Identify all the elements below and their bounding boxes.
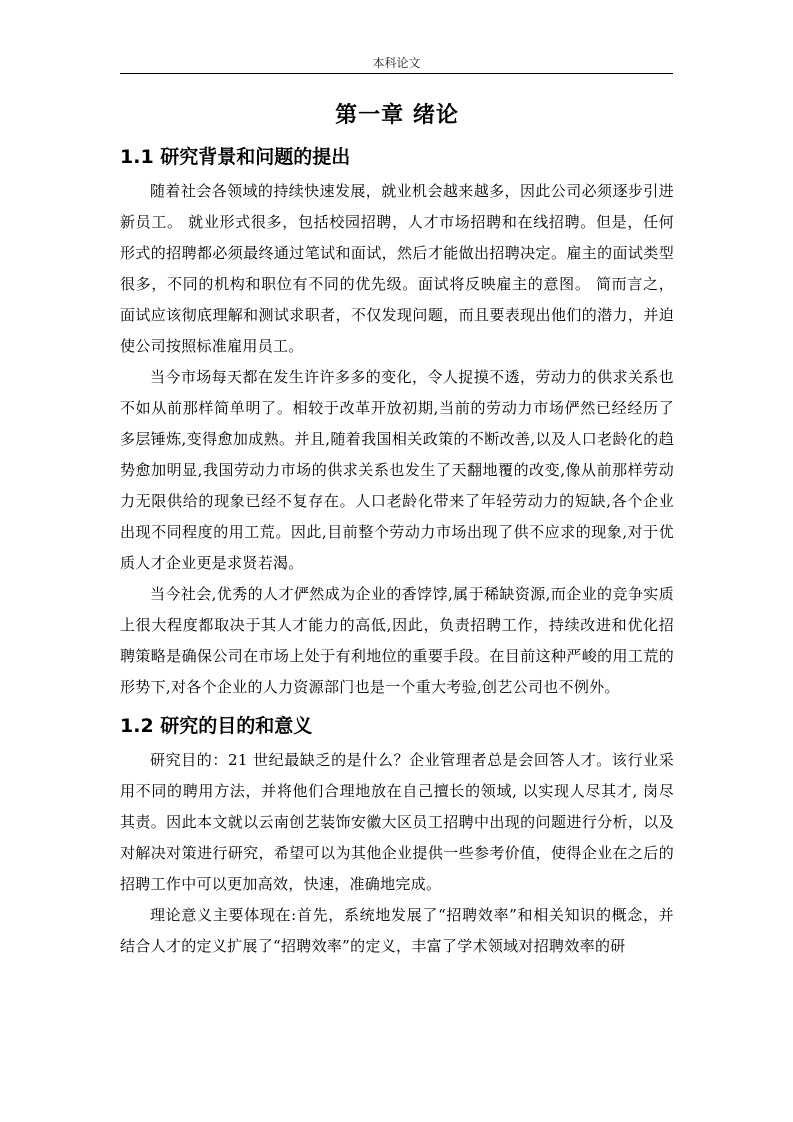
- paragraph: 理论意义主要体现在:首先，系统地发展了“招聘效率”和相关知识的概念，并结合人才的定义扩展了“招聘效率”的定义，丰富了学术领域对招聘效率的研: [120, 906, 674, 955]
- paragraph: 研究目的：21 世纪最缺乏的是什么？企业管理者总是会回答人才。该行业采用不同的聘用方法，并将他们合理地放在自己擅长的领域, 以实现人尽其才, 岗尽其责。因此本文就以云南创艺装饰安徽大区员工招聘中出现的问题进行分析，以及对解决对策进行研究，希望可以为其他企业提供一些参考价值，使得企业在之后的招聘工作中可以更加高效，快速，准确地完成。: [120, 751, 674, 893]
- paragraph: 当今社会,优秀的人才俨然成为企业的香饽饽,属于稀缺资源,而企业的竞争实质上很大程度都取决于其人才能力的高低,因此，负责招聘工作，持续改进和优化招聘策略是确保公司在市场上处于有利地位的重要手段。在目前这种严峻的用工荒的形势下,对各个企业的人力资源部门也是一个重大考验,创艺公司也不例外。: [120, 585, 674, 696]
- paragraph: 当今市场每天都在发生许许多多的变化，令人捉摸不透，劳动力的供求关系也不如从前那样简单明了。相较于改革开放初期,当前的劳动力市场俨然已经经历了多层锤炼,变得愈加成熟。并且,随着我国相关政策的不断改善,以及人口老龄化的趋势愈加明显,我国劳动力市场的供求关系也发生了天翻地覆的改变,像从前那样劳动力无限供给的现象已经不复存在。人口老龄化带来了年轻劳动力的短缺,各个企业出现不同程度的用工荒。因此,目前整个劳动力市场出现了供不应求的现象,对于优质人才企业更是求贤若渴。: [120, 368, 674, 572]
- page-body: [120, 98, 674, 962]
- running-header: 本科论文: [372, 56, 421, 70]
- header-rule: [120, 73, 673, 74]
- section-title-1-1: 1.1 研究背景和问题的提出: [120, 146, 351, 168]
- paragraph: 随着社会各领域的持续快速发展，就业机会越来越多，因此公司必须逐步引进新员工。 就业形式很多，包括校园招聘，人才市场招聘和在线招聘。但是，任何形式的招聘都必须最终通过笔试和面试，然后才能做出招聘决定。雇主的面试类型很多，不同的机构和职位有不同的优先级。面试将反映雇主的意图。 简而言之，面试应该彻底理解和测试求职者，不仅发现问题，而且要表现出他们的潜力，并迫使公司按照标准雇用员工。: [120, 182, 674, 355]
- chapter-title: 第一章 绪论: [335, 103, 459, 128]
- section-title-1-2: 1.2 研究的目的和意义: [120, 715, 313, 737]
